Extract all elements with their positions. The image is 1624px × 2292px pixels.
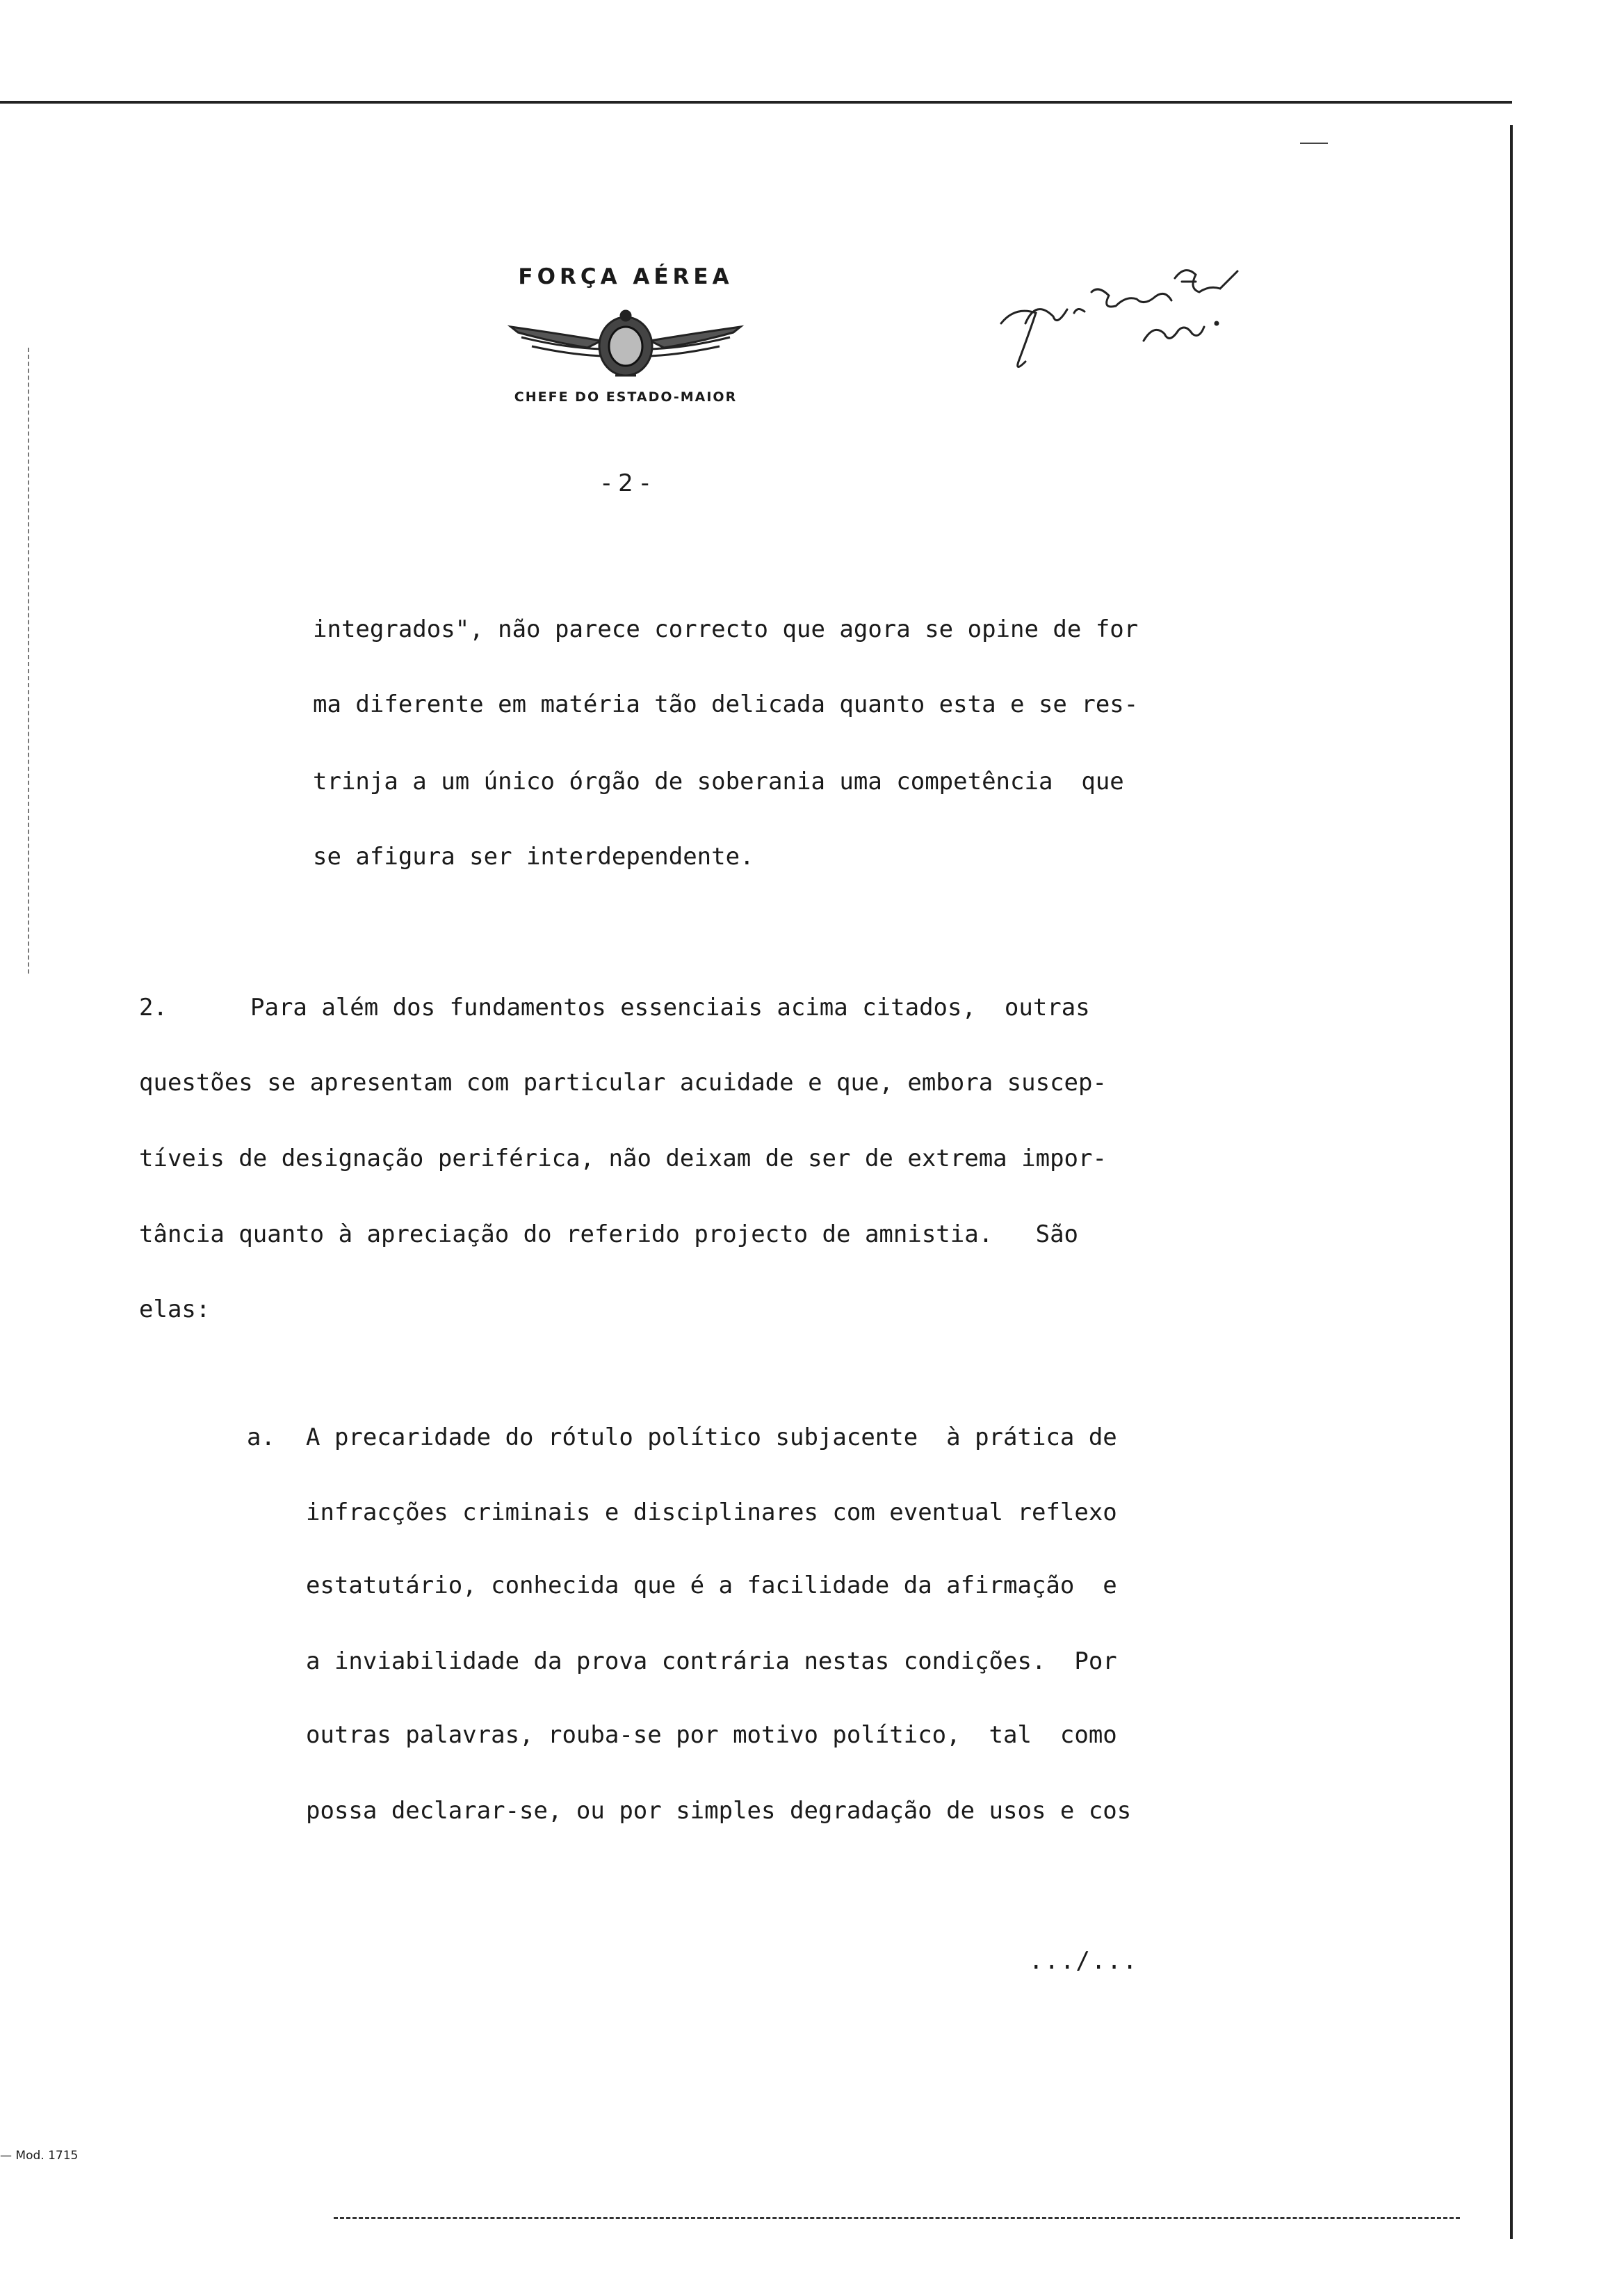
text-line: A precaridade do rótulo político subjacente à prática de: [306, 1423, 1117, 1451]
text-line: a inviabilidade da prova contrária nestas condições. Por: [306, 1647, 1117, 1675]
right-border-line: [1510, 125, 1513, 2239]
form-code: — Mod. 1715: [0, 2149, 79, 2163]
letterhead-title: FORÇA AÉREA: [518, 264, 733, 289]
text-line: tíveis de designação periférica, não deixam de ser de extrema impor-: [139, 1145, 1107, 1172]
text-line: questões se apresentam com particular acuidade e que, embora suscep-: [139, 1069, 1107, 1097]
handwritten-signature-icon: [987, 257, 1251, 382]
text-line: ma diferente em matéria tão delicada quanto esta e se res-: [313, 691, 1139, 718]
text-line: se afigura ser interdependente.: [313, 843, 754, 871]
winged-crest-icon: [504, 306, 747, 382]
list-marker: a.: [247, 1423, 275, 1451]
text-line: estatutário, conhecida que é a facilidade da afirmação e: [306, 1572, 1117, 1599]
text-line: tância quanto à apreciação do referido projecto de amnistia. São: [139, 1220, 1079, 1248]
text-line: infracções criminais e disciplinares com eventual reflexo: [306, 1499, 1117, 1526]
text-line: integrados", não parece correcto que agora se opine de for: [313, 615, 1139, 643]
continuation-mark: .../...: [1029, 1947, 1139, 1975]
left-edge-marks: [28, 348, 29, 974]
top-border-line: [0, 101, 1512, 104]
text-line: outras palavras, rouba-se por motivo político, tal como: [306, 1721, 1117, 1749]
text-line: elas:: [139, 1296, 211, 1323]
page-number: - 2 -: [602, 469, 649, 497]
bottom-border-line: [334, 2217, 1460, 2219]
letterhead-subtitle: CHEFE DO ESTADO-MAIOR: [514, 389, 738, 405]
small-dash-mark: [1300, 143, 1328, 144]
paragraph-number: 2.: [139, 994, 168, 1022]
text-line: possa declarar-se, ou por simples degradação de usos e cos: [306, 1797, 1132, 1825]
text-line: Para além dos fundamentos essenciais acima citados, outras: [250, 994, 1090, 1022]
text-line: trinja a um único órgão de soberania uma competência que: [313, 768, 1124, 796]
